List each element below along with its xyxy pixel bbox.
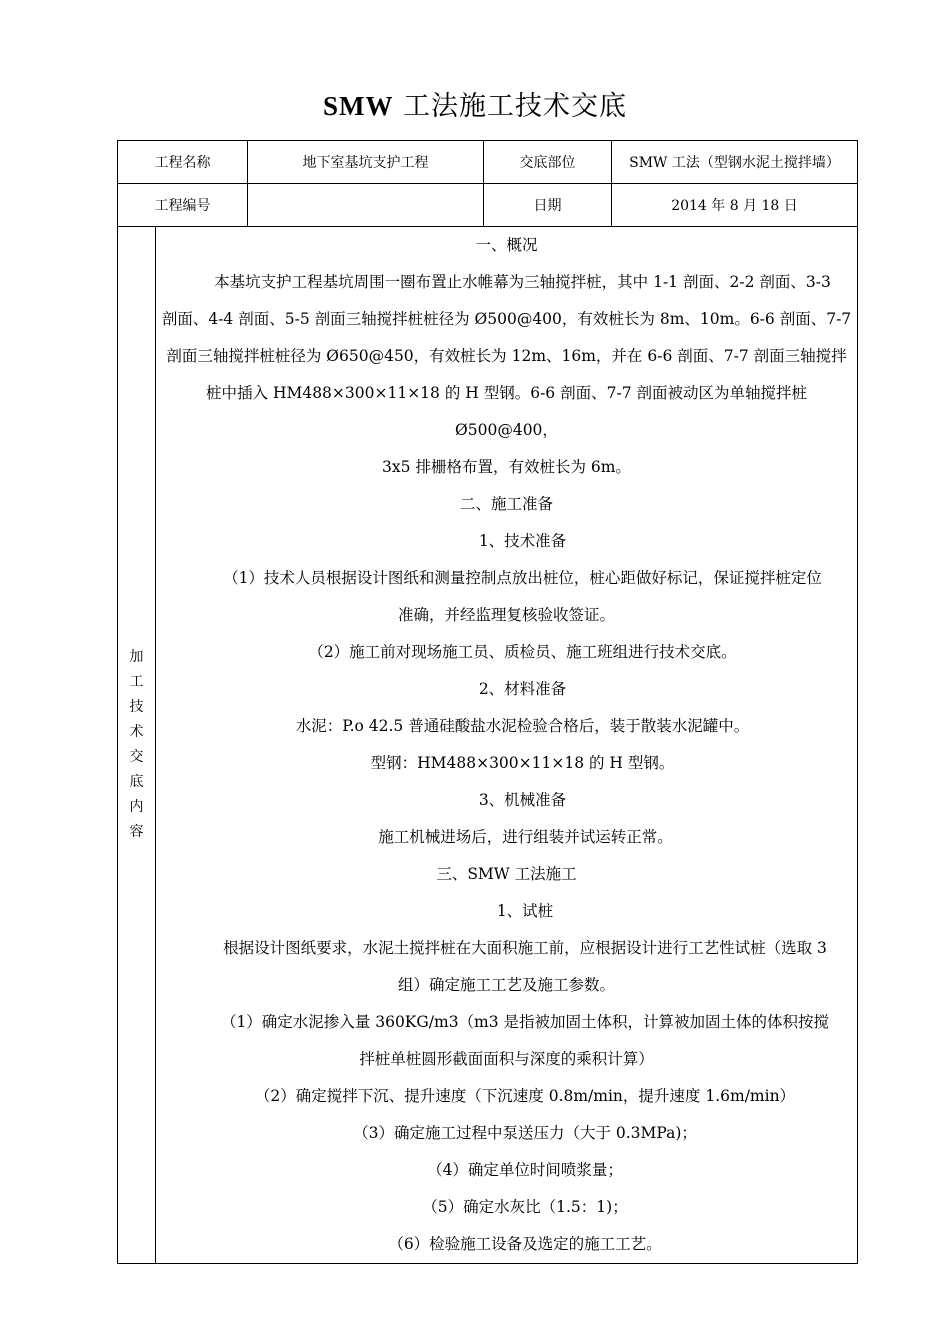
- location-label: 交底部位: [484, 141, 612, 184]
- overview-line: 剖面三轴搅拌桩桩径为 Ø650@450，有效桩长为 12m、16m，并在 6-6 剖面、7-7 剖面三轴搅拌: [166, 347, 847, 365]
- side-label-char: 交: [129, 749, 144, 765]
- trial-item-1-cont: 拌桩单桩圆形截面面积与深度的乘积计算）: [359, 1050, 654, 1068]
- overview-line: 3x5 排栅格布置，有效桩长为 6m。: [382, 458, 631, 476]
- handover-form-table: [117, 140, 858, 1264]
- header-row-2: [118, 184, 858, 227]
- trial-pile-text-cont: 组）确定施工工艺及施工参数。: [397, 976, 615, 994]
- trial-item-5: （5）确定水灰比（1.5：1)；: [422, 1198, 628, 1216]
- title-text: 工法施工技术交底: [403, 91, 628, 122]
- side-label-char: 技: [129, 699, 144, 715]
- date-value: 2014 年 8 月 18 日: [612, 184, 858, 227]
- location-value: SMW 工法（型钢水泥土搅拌墙）: [612, 141, 858, 184]
- side-label-char: 内: [129, 799, 144, 815]
- overview-line: 桩中插入 HM488×300×11×18 的 H 型钢。6-6 剖面、7-7 剖面被动区为单轴搅拌桩 Ø500@400，: [206, 384, 807, 439]
- side-label-char: 术: [129, 724, 144, 740]
- machine-prep-text: 施工机械进场后，进行组装并试运转正常。: [378, 828, 673, 846]
- project-no-label: 工程编号: [118, 184, 248, 227]
- tech-prep-item-2: （2）施工前对现场施工员、质检员、施工班组进行技术交底。: [308, 643, 737, 661]
- document-title: [0, 86, 950, 127]
- trial-item-4: （4）确定单位时间喷浆量；: [427, 1161, 623, 1179]
- side-label-char: 加: [129, 649, 144, 665]
- project-name-value: 地下室基坑支护工程: [248, 141, 484, 184]
- section-3-title: 三、SMW 工法施工: [436, 865, 577, 883]
- trial-item-1: （1）确定水泥掺入量 360KG/m3（m3 是指被加固土体积，计算被加固土体的体积按搅: [220, 1013, 830, 1031]
- title-prefix: SMW: [322, 91, 394, 121]
- material-cement: 水泥：P.o 42.5 普通硅酸盐水泥检验合格后，装于散装水泥罐中。: [295, 717, 750, 735]
- date-label: 日期: [484, 184, 612, 227]
- trial-item-2: （2）确定搅拌下沉、提升速度（下沉速度 0.8m/min，提升速度 1.6m/min）: [254, 1087, 796, 1105]
- side-label: [118, 227, 156, 1264]
- trial-item-3: （3）确定施工过程中泵送压力（大于 0.3MPa)；: [353, 1124, 697, 1142]
- material-steel: 型钢：HM488×300×11×18 的 H 型钢。: [370, 754, 675, 772]
- side-label-char: 底: [129, 774, 144, 790]
- trial-pile-text: 根据设计图纸要求，水泥土搅拌桩在大面积施工前，应根据设计进行工艺性试桩（选取 3: [223, 939, 827, 957]
- project-no-value: [248, 184, 484, 227]
- tech-prep-item-1-cont: 准确，并经监理复核验收签证。: [397, 606, 615, 624]
- subsection-machine-prep: 3、机械准备: [478, 791, 567, 809]
- overview-line: 本基坑支护工程基坑周围一圈布置止水帷幕为三轴搅拌桩，其中 1-1 剖面、2-2 剖面、3-3: [214, 273, 831, 291]
- header-row-1: [118, 141, 858, 184]
- section-2-title: 二、施工准备: [459, 495, 553, 513]
- section-1-title: 一、概况: [475, 236, 538, 254]
- subsection-material-prep: 2、材料准备: [478, 680, 567, 698]
- side-label-char: 工: [129, 674, 144, 690]
- content-body: [156, 227, 858, 1264]
- project-name-label: 工程名称: [118, 141, 248, 184]
- tech-prep-item-1: （1）技术人员根据设计图纸和测量控制点放出桩位，桩心距做好标记，保证搅拌桩定位: [223, 569, 822, 587]
- subsection-trial-pile: 1、试桩: [496, 902, 554, 920]
- trial-item-6: （6）检验施工设备及选定的施工工艺。: [388, 1235, 662, 1253]
- subsection-tech-prep: 1、技术准备: [478, 532, 567, 550]
- side-label-char: 容: [129, 824, 144, 840]
- overview-line: 剖面、4-4 剖面、5-5 剖面三轴搅拌桩桩径为 Ø500@400，有效桩长为 8m、10m。6-6 剖面、7-7: [161, 310, 852, 328]
- content-row: [118, 227, 858, 1264]
